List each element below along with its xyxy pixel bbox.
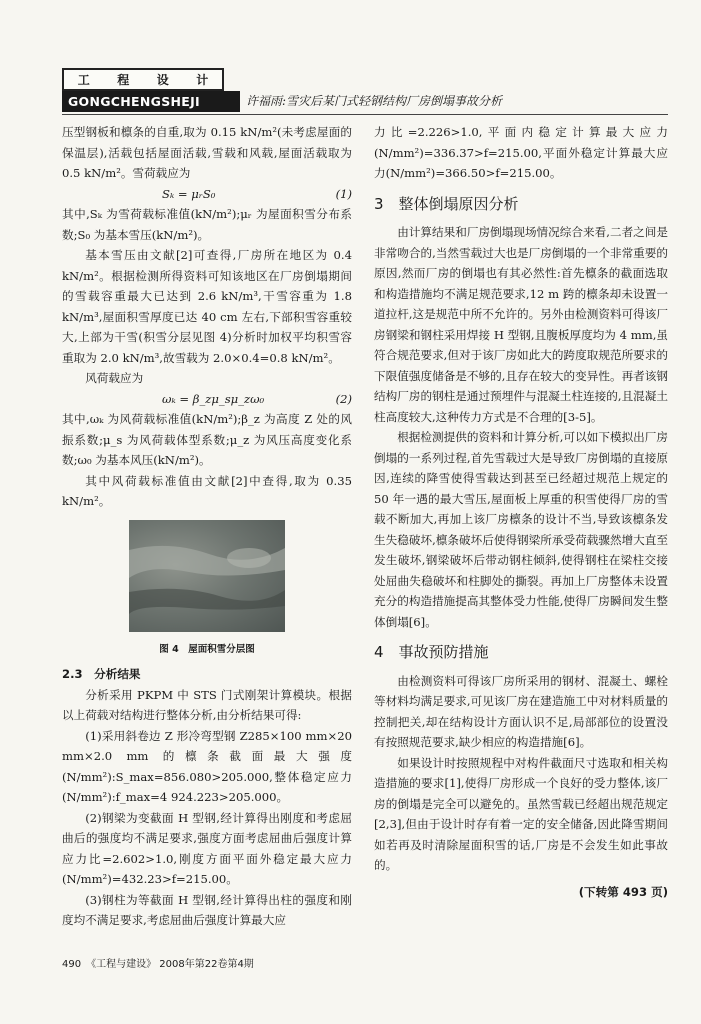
column-char: 程 [117,73,130,87]
paragraph: 如果设计时按照规程中对构件截面尺寸选取和相关构造措施的要求[1],使得厂房形成一个良好的受力整体,该厂房的倒塌是完全可以避免的。虽然雪载已经超出规范规定[2,3],但由于设计时存有着一定的安全储备,因此降雪期间如若再及时清除屋面积雪的话,厂房是不会发生如此事故的。 [374,755,668,872]
paragraph: 其中风荷载标准值由文献[2]中查得,取为 0.35 kN/m²。 [62,473,352,508]
formula-1 [62,184,352,205]
paragraph: 其中,Sₖ 为雪荷载标准值(kN/m²);μᵣ 为屋面积雪分布系数;S₀ 为基本雪压(kN/m²)。 [62,207,352,242]
subsection-heading: 2.3 分析结果 [62,667,141,681]
paragraph: 其中,ωₖ 为风荷载标准值(kN/m²);β_z 为高度 Z 处的风振系数;μ_s 为风荷载体型系数;μ_z 为风压高度变化系数;ω₀ 为基本风压(kN/m²)。 [62,412,352,467]
paragraph: 分析采用 PKPM 中 STS 门式刚架计算模块。根据以上荷载对结构进行整体分析,由分析结果可得: [62,687,352,722]
paragraph: 基本雪压由文献[2]可查得,厂房所在地区为 0.4 kN/m²。根据检测所得资料可知该地区在厂房倒塌期间的雪载容重最大已达到 2.6 kN/m³,干雪容重为 1.8 kN/m³,屋面积雪厚度已达 40 cm 左右,下部积雪容重较大,上部为干雪(积雪分层见图 4)分析时加权平均积雪容重取为 2.0 kN/m³,故雪载为 2.0×0.4=0.8 kN/m²。 [62,248,352,365]
formula-number: (1) [335,186,352,201]
paragraph: 由计算结果和厂房倒塌现场情况综合来看,二者之间是非常吻合的,当然雪载过大也是厂房倒塌的一个非常重要的原因,然而厂房的倒塌也有其必然性:首先檩条的截面选取和构造措施均不满足规范要求,12 m 跨的檩条却未设置一道拉杆,这是规范中所不允许的。另外由检测资料可得该厂房钢梁和钢柱采用焊接 H 型钢,且腹板厚度均为 4 mm,虽符合规范要求,但对于该厂房如此大的跨度取规范所要求的下限值强度储备是不够的,且存在较大的变异性。再者该钢结构厂房的钢柱是通过预埋件与混凝土柱连接的,且混凝土柱高度较大,这种传力方式是不合理的[3-5]。 [374,225,668,424]
snow-layer-photo [129,520,285,632]
paragraph: 根据检测提供的资料和计算分析,可以如下模拟出厂房倒塌的一系列过程,首先雪载过大是导致厂房倒塌的直接原因,连续的降雪使得雪载达到甚至已经超过规范上规定的 50 年一遇的最大雪压,屋面板上厚重的积雪使得厂房的雪载不断加大,再加上该厂房檩条的设计不当,导致该檩条发生失稳破坏,檩条破坏后使得钢梁所承受荷载骤然增大直至发生破坏,钢梁破坏后带动钢柱倾斜,使得钢柱在梁柱交接处屈曲失稳破坏和柱脚处的撕裂。再加上厂房整体未设置充分的构造措施提高其整体受力性能,使得厂房瞬间发生整体倒塌[6]。 [374,430,668,629]
column-char: 设 [156,73,169,87]
formula-text: Sₖ = μᵣS₀ [162,186,216,201]
paragraph: 由检测资料可得该厂房所采用的钢材、混凝土、螺栓等材料均满足要求,可见该厂房在建造施工中对材料质量的控制把关,却在结构设计方面认识不足,局部部位的设置没有按照规范要求,缺少相应的构造措施[6]。 [374,673,668,749]
formula-text: ωₖ = β_zμ_sμ_zω₀ [162,391,265,406]
paragraph: (1)采用斜卷边 Z 形冷弯型钢 Z285×100 mm×20 mm×2.0 mm 的檩条截面最大强度(N/mm²):S_max=856.080>205.000,整体稳定应力(N/mm²):f_max=4 924.223>205.000。 [62,728,352,804]
paragraph: 力比=2.226>1.0,平面内稳定计算最大应力(N/mm²)=336.37>f=215.00,平面外稳定计算最大应力(N/mm²)=366.50>f=215.00。 [374,125,668,180]
column-char: 计 [196,73,209,87]
figure-4 [62,520,352,661]
page-footer: 490 《工程与建设》 2008年第22卷第4期 [62,959,254,970]
right-column [374,122,668,902]
paragraph: (3)钢柱为等截面 H 型钢,经计算得出柱的强度和刚度均不满足要求,考虑屈曲后强度计算最大应 [62,892,352,927]
paragraph: 压型钢板和檩条的自重,取为 0.15 kN/m²(未考虑屋面的保温层),活载包括屋面活载,雪载和风载,屋面活载取为 0.5 kN/m²。雪荷载应为 [62,125,352,180]
column-name-box [62,68,224,91]
paragraph: 风荷载应为 [85,371,144,385]
figure-caption: 图 4 屋面积雪分层图 [159,643,255,655]
formula-number: (2) [335,391,352,406]
column-banner: GONGCHENGSHEJI [62,91,240,112]
column-char: 工 [77,73,90,87]
paragraph: (2)钢梁为变截面 H 型钢,经计算得出刚度和考虑屈曲后的强度均不满足要求,强度方面考虑屈曲后强度计算应力比=2.602>1.0,刚度方面平面外稳定最大应力(N/mm²)=432.23>f=215.00。 [62,810,352,886]
section-heading: 3 整体倒塌原因分析 [374,194,519,213]
left-column [62,122,352,931]
continued-note: (下转第 493 页) [578,884,668,899]
running-title: 许福雨:雪灾后某门式轻钢结构厂房倒塌事故分析 [246,94,503,108]
section-heading: 4 事故预防措施 [374,643,489,661]
header-rule [62,114,668,115]
formula-2 [62,389,352,410]
